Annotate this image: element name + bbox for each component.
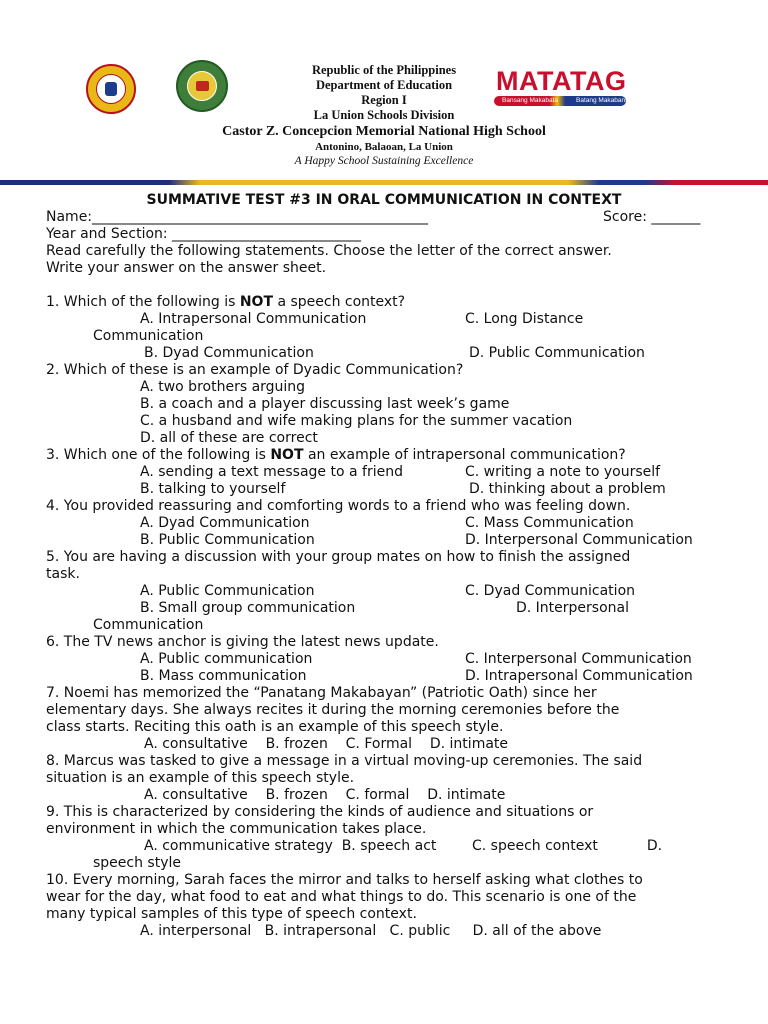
question-3-text-a: 3. Which one of the following is (46, 447, 271, 463)
score-field-label: Score: _______ (603, 209, 701, 225)
question-3 (46, 447, 626, 464)
header-region: Region I (361, 93, 407, 107)
question-8-line-2: situation is an example of this speech style. (46, 770, 355, 786)
question-9-line-2: environment in which the communication takes place. (46, 821, 427, 837)
question-3-option-b: B. talking to yourself (140, 481, 286, 497)
year-section-field-label: Year and Section: ___________________________ (46, 226, 362, 242)
question-6-option-d: D. Intrapersonal Communication (465, 668, 693, 684)
question-10-line-1: 10. Every morning, Sarah faces the mirror and talks to herself asking what clothes to (46, 872, 643, 888)
question-5-option-d-cont: Communication (93, 617, 204, 633)
instructions-line-1: Read carefully the following statements. Choose the letter of the correct answer. (46, 243, 612, 259)
question-8-line-1: 8. Marcus was tasked to give a message in a virtual moving-up ceremonies. The said (46, 753, 643, 769)
question-5-option-d: D. Interpersonal (516, 600, 629, 616)
question-2-option-a: A. two brothers arguing (140, 379, 306, 395)
question-5-option-a: A. Public Communication (140, 583, 315, 599)
header-divider (0, 180, 768, 185)
header-motto: A Happy School Sustaining Excellence (294, 155, 474, 167)
test-title: SUMMATIVE TEST #3 IN ORAL COMMUNICATION IN CONTEXT (146, 192, 622, 208)
question-6-option-b: B. Mass communication (140, 668, 307, 684)
header-division: La Union Schools Division (313, 108, 455, 122)
question-1-option-d: D. Public Communication (469, 345, 645, 361)
question-7-line-2: elementary days. She always recites it during the morning ceremonies before the (46, 702, 620, 718)
question-1-option-c-cont: Communication (93, 328, 204, 344)
question-2-option-d: D. all of these are correct (140, 430, 318, 446)
header-address: Antonino, Balaoan, La Union (315, 141, 453, 153)
question-6: 6. The TV news anchor is giving the latest news update. (46, 634, 439, 650)
question-10-line-2: wear for the day, what food to eat and what things to do. This scenario is one of the (46, 889, 637, 905)
instructions-line-2: Write your answer on the answer sheet. (46, 260, 327, 276)
header-department: Department of Education (315, 78, 453, 92)
matatag-tagline-right: Batang Makabansa (576, 97, 633, 104)
question-5-line-1: 5. You are having a discussion with your group mates on how to finish the assigned (46, 549, 631, 565)
question-3-emphasis: NOT (270, 447, 304, 463)
question-4: 4. You provided reassuring and comforting words to a friend who was feeling down. (46, 498, 631, 514)
question-2-option-c: C. a husband and wife making plans for the summer vacation (140, 413, 573, 429)
question-3-option-c: C. writing a note to yourself (465, 464, 661, 480)
question-6-option-c: C. Interpersonal Communication (465, 651, 692, 667)
question-1 (46, 294, 405, 311)
question-7-line-3: class starts. Reciting this oath is an example of this speech style. (46, 719, 504, 735)
question-3-option-a: A. sending a text message to a friend (140, 464, 403, 480)
question-2-option-b: B. a coach and a player discussing last week’s game (140, 396, 510, 412)
question-5-option-b: B. Small group communication (140, 600, 356, 616)
question-1-option-a: A. Intrapersonal Communication (140, 311, 367, 327)
question-7-line-1: 7. Noemi has memorized the “Panatang Makabayan” (Patriotic Oath) since her (46, 685, 597, 701)
question-9-options-cont: speech style (93, 855, 181, 871)
question-4-option-a: A. Dyad Communication (140, 515, 310, 531)
question-9-line-1: 9. This is characterized by considering the kinds of audience and situations or (46, 804, 594, 820)
question-5-line-2: task. (46, 566, 80, 582)
name-field-label: Name:________________________________________________ (46, 209, 429, 225)
question-7-options: A. consultative B. frozen C. Formal D. intimate (144, 736, 509, 752)
question-5-option-c: C. Dyad Communication (465, 583, 636, 599)
question-1-text-b: a speech context? (273, 294, 406, 310)
question-1-option-b: B. Dyad Communication (144, 345, 314, 361)
question-4-option-d: D. Interpersonal Communication (465, 532, 693, 548)
question-9-options: A. communicative strategy B. speech act C. speech context D. (144, 838, 663, 854)
question-8-options: A. consultative B. frozen C. formal D. intimate (144, 787, 506, 803)
question-2: 2. Which of these is an example of Dyadic Communication? (46, 362, 464, 378)
question-1-option-c: C. Long Distance (465, 311, 584, 327)
question-4-option-b: B. Public Communication (140, 532, 315, 548)
matatag-logo-text: MATATAG (496, 66, 627, 96)
header-school-name: Castor Z. Concepcion Memorial National High School (222, 124, 546, 139)
question-3-option-d: D. thinking about a problem (469, 481, 666, 497)
matatag-tagline-left: Bansang Makabata (502, 97, 559, 104)
question-4-option-c: C. Mass Communication (465, 515, 634, 531)
question-3-text-b: an example of intrapersonal communication? (303, 447, 626, 463)
question-10-line-3: many typical samples of this type of speech context. (46, 906, 417, 922)
question-10-options: A. interpersonal B. intrapersonal C. public D. all of the above (140, 923, 602, 939)
question-1-text-a: 1. Which of the following is (46, 294, 240, 310)
question-1-emphasis: NOT (239, 294, 273, 310)
header-republic: Republic of the Philippines (311, 63, 457, 77)
question-6-option-a: A. Public communication (140, 651, 313, 667)
